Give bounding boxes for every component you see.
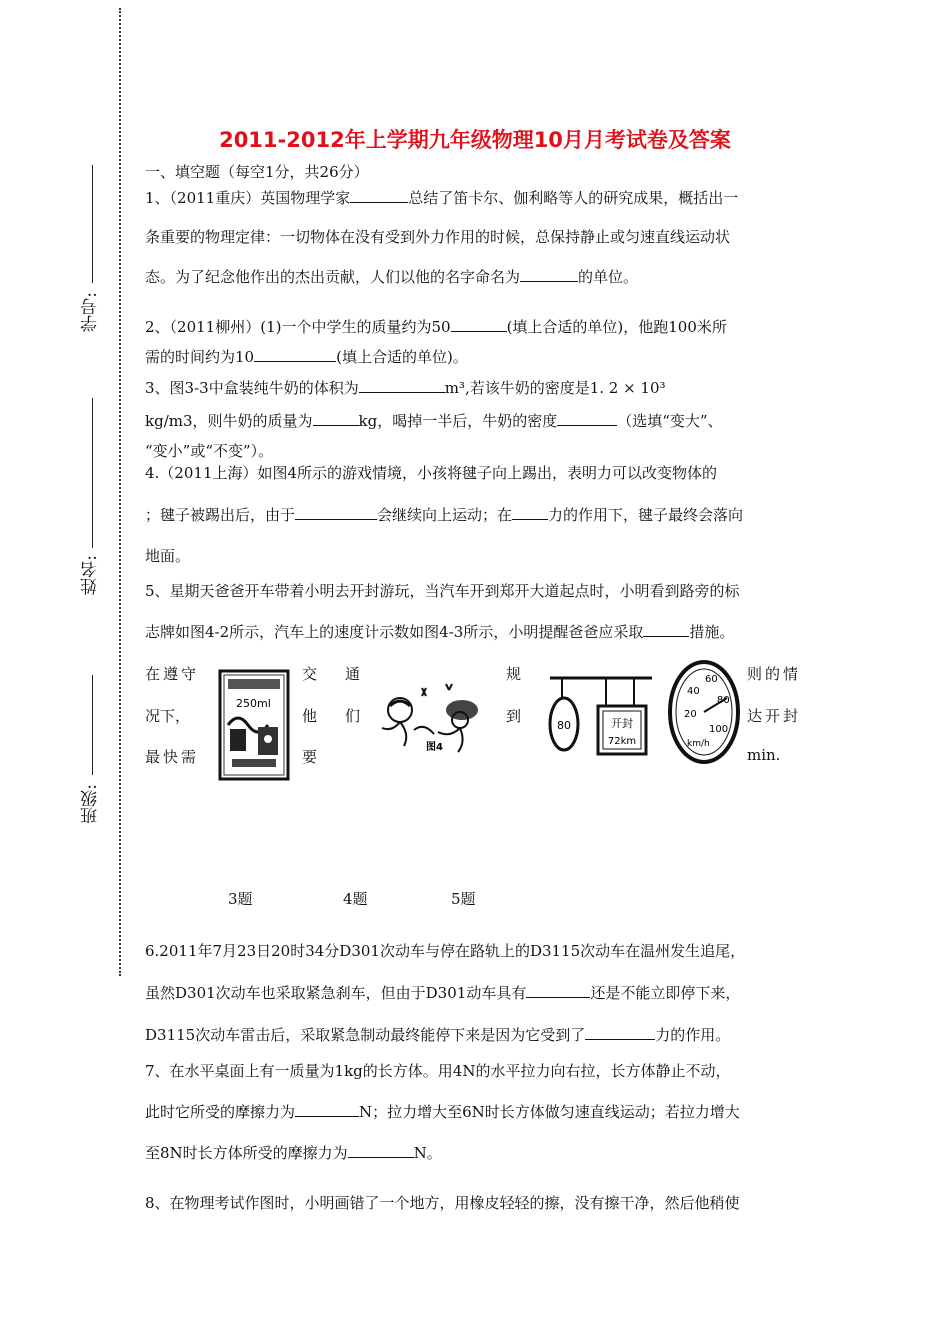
q3-line3: “变小”或“不变”）。 bbox=[145, 442, 274, 460]
sign-distance: 72km bbox=[607, 736, 637, 747]
gauge-100: 100 bbox=[709, 724, 729, 735]
q4-line2: ；毽子被踢出后，由于 会继续向上运动；在 力的作用下，毽子最终会落向 bbox=[145, 506, 744, 524]
speed-limit-value: 80 bbox=[557, 719, 571, 732]
name-line bbox=[92, 398, 93, 548]
q4-line1: 4.（2011上海）如图4所示的游戏情境，小孩将毽子向上踢出，表明力可以改变物体的 bbox=[145, 464, 718, 482]
q5-row2-col4: 到 bbox=[506, 707, 522, 725]
q7-line1: 7、在水平桌面上有一质量为1kg的长方体。用4N的水平拉力向右拉，长方体静止不动， bbox=[145, 1062, 731, 1080]
q5-row2-col2: 他 bbox=[302, 707, 318, 725]
q7-line3: 至8N时长方体所受的摩擦力为 N。 bbox=[145, 1144, 442, 1162]
q8-line1: 8、在物理考试作图时，小明画错了一个地方，用橡皮轻轻的擦，没有擦干净，然后他稍使 bbox=[145, 1194, 740, 1212]
gauge-80: 80 bbox=[717, 695, 730, 706]
q5-row2-right: 达开封 bbox=[747, 707, 802, 725]
gauge-40: 40 bbox=[687, 686, 700, 697]
q5-row3-left: 最快需 bbox=[145, 748, 200, 766]
gauge-20: 20 bbox=[684, 709, 697, 720]
q6-line1: 6.2011年7月23日20时34分D301次动车与停在路轨上的D3115次动车在温州发生追尾， bbox=[145, 942, 746, 960]
q5-line2: 志牌如图4-2所示，汽车上的速度计示数如图4-3所示，小明提醒爸爸应采取 措施。 bbox=[145, 623, 735, 641]
speedometer-figure bbox=[667, 658, 741, 766]
shuttlecock-game-figure bbox=[374, 680, 492, 760]
q1-line1: 1、（2011重庆）英国物理学家 总结了笛卡尔、伽利略等人的研究成果，概括出一 bbox=[145, 189, 739, 207]
q5-row1-right: 则的情 bbox=[747, 665, 802, 683]
q1-blank-2[interactable] bbox=[520, 267, 578, 282]
sign-city-name: 开封 bbox=[611, 717, 633, 730]
q6-blank-1[interactable] bbox=[526, 983, 590, 998]
student-id-line bbox=[92, 165, 93, 283]
q1-blank-1[interactable] bbox=[350, 188, 408, 203]
q5-row1-left: 在遵守 bbox=[145, 665, 200, 683]
gauge-60: 60 bbox=[705, 674, 718, 685]
class-line bbox=[92, 675, 93, 775]
q5-row1-col4: 规 bbox=[506, 665, 522, 683]
q4-line3: 地面。 bbox=[145, 547, 191, 565]
q4-blank-1[interactable] bbox=[295, 505, 377, 520]
milk-volume-label: 250ml bbox=[236, 697, 271, 710]
q3-blank-2[interactable] bbox=[313, 411, 359, 426]
name-label: 姓名: bbox=[81, 555, 101, 595]
q5-line1: 5、星期天爸爸开车带着小明去开封游玩，当汽车开到郑开大道起点时，小明看到路旁的标 bbox=[145, 582, 740, 600]
q2-line1: 2、（2011柳州）(1)一个中学生的质量约为50 (填上合适的单位)，他跑100米所 bbox=[145, 318, 727, 336]
q3-line2: kg/m3，则牛奶的质量为 kg，喝掉一半后，牛奶的密度 （选填“变大”、 bbox=[145, 412, 723, 430]
q2-line2: 需的时间约为10 (填上合适的单位)。 bbox=[145, 348, 468, 366]
q7-line2: 此时它所受的摩擦力为 N；拉力增大至6N时长方体做匀速直线运动；若拉力增大 bbox=[145, 1103, 740, 1121]
q2-blank-2[interactable] bbox=[254, 347, 336, 362]
class-label: 班级: bbox=[81, 784, 101, 824]
caption-q3: 3题 bbox=[228, 890, 253, 908]
page-title: 2011-2012年上学期九年级物理10月月考试卷及答案 bbox=[219, 128, 731, 152]
fig4-label: 图4 bbox=[426, 742, 443, 753]
q6-line3: D3115次动车雷击后，采取紧急制动最终能停下来是因为它受到了 力的作用。 bbox=[145, 1026, 731, 1044]
q5-row2-col3: 们 bbox=[345, 707, 361, 725]
q3-line1: 3、图3-3中盒装纯牛奶的体积为 m³,若该牛奶的密度是1. 2 × 10³ bbox=[145, 379, 666, 397]
q1-line3: 态。为了纪念他作出的杰出贡献，人们以他的名字命名为 的单位。 bbox=[145, 268, 639, 286]
q7-blank-1[interactable] bbox=[295, 1102, 359, 1117]
student-id-label: 学号: bbox=[81, 292, 101, 332]
q5-row1-col2: 交 bbox=[302, 665, 318, 683]
q5-blank-1[interactable] bbox=[643, 622, 689, 637]
milk-carton-figure bbox=[214, 665, 294, 785]
q6-line2: 虽然D301次动车也采取紧急刹车，但由于D301动车具有 还是不能立即停下来， bbox=[145, 984, 741, 1002]
q7-blank-2[interactable] bbox=[348, 1143, 414, 1158]
q4-blank-2[interactable] bbox=[512, 505, 548, 520]
q5-row1-col3: 通 bbox=[345, 665, 361, 683]
caption-q4: 4题 bbox=[343, 890, 368, 908]
section-heading: 一、填空题（每空1分，共26分） bbox=[145, 163, 369, 181]
q3-blank-1[interactable] bbox=[359, 378, 445, 393]
caption-q5: 5题 bbox=[451, 890, 476, 908]
q5-row2-left: 况下， bbox=[145, 707, 191, 725]
q5-row3-right: min. bbox=[747, 746, 781, 764]
q3-blank-3[interactable] bbox=[557, 411, 617, 426]
gauge-unit: km/h bbox=[687, 739, 710, 749]
road-sign-figure bbox=[548, 668, 654, 760]
q5-row3-col2: 要 bbox=[302, 748, 318, 766]
q1-line2: 条重要的物理定律：一切物体在没有受到外力作用的时候，总保持静止或匀速直线运动状 bbox=[145, 228, 731, 246]
q2-blank-1[interactable] bbox=[451, 317, 507, 332]
q6-blank-2[interactable] bbox=[585, 1025, 655, 1040]
